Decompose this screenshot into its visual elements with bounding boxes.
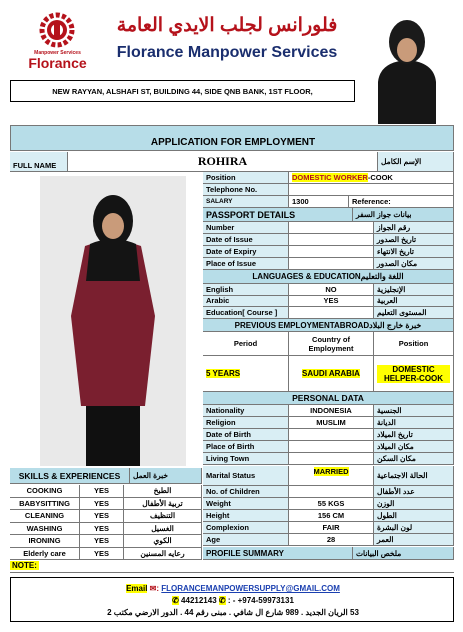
skill-name: WASHING (10, 523, 80, 536)
skills-section-header (10, 468, 202, 484)
personal-field-value: MUSLIM (289, 417, 374, 429)
skills-title-ar: خبرة العمل (130, 468, 202, 484)
marital-label: Marital Status (203, 466, 289, 486)
personal-field-label: Height (203, 510, 289, 522)
col-header-position: Position (374, 332, 454, 356)
previous-employment-title-ar: خبرة خارج البلاد (369, 320, 422, 330)
previous-country: SAUDI ARABIA (302, 369, 360, 378)
personal-row (203, 441, 454, 453)
salary-row (203, 196, 454, 208)
col-header-period: Period (203, 332, 289, 356)
language-label-ar: العربية (374, 296, 454, 308)
personal-field-value (289, 453, 374, 465)
email-label: Email (126, 584, 148, 593)
language-label-ar: المستوى التعليم (374, 307, 454, 319)
phone-1: 44212143 (181, 596, 217, 605)
previous-employment-title (203, 319, 454, 332)
skill-row (10, 485, 202, 498)
footer-address-ar: 53 الريان الجديد . 989 شارع ال شافي . مبنى رقم 44 . الدور الارضي مكتب 2 (107, 608, 359, 617)
salary-label: SALARY (203, 196, 289, 208)
passport-field-label: Place of Issue (203, 258, 289, 270)
email-icon: ✉: (149, 584, 160, 593)
logo-small-text: Manpower Services (34, 50, 81, 56)
personal-data-header (203, 392, 454, 405)
passport-field-label: Date of Issue (203, 234, 289, 246)
position-value-rest: -COOK (367, 173, 393, 182)
footer-email-line (11, 584, 455, 593)
passport-field-label-ar: تاريخ الصدور (374, 234, 454, 246)
personal-row (203, 522, 454, 534)
personal-field-label: No. of Children (203, 486, 289, 498)
skill-value: YES (80, 485, 124, 498)
passport-field-value (289, 234, 374, 246)
skill-value: YES (80, 498, 124, 511)
telephone-row (203, 184, 454, 196)
company-name: Florance Manpower Services (116, 44, 338, 61)
position-label: Position (203, 172, 289, 184)
address-bar: NEW RAYYAN, ALSHAFI ST, BUILDING 44, SIDE QNB BANK, 1ST FLOOR, (10, 80, 355, 102)
skill-row (10, 523, 202, 536)
header (6, 8, 359, 75)
skill-row (10, 548, 202, 561)
personal-field-value: 28 (289, 534, 374, 546)
passport-field-label-ar: مكان الصدور (374, 258, 454, 270)
personal-field-label-ar: لون البشرة (374, 522, 454, 534)
logo-word: Florance (28, 55, 87, 71)
skill-value: YES (80, 510, 124, 523)
skill-name: IRONING (10, 535, 80, 548)
skill-value: YES (80, 548, 124, 561)
logo-gear-icon (36, 11, 78, 49)
personal-field-label-ar: الجنسية (374, 405, 454, 417)
skill-name-ar: الكوي (124, 535, 202, 548)
portrait-photo (360, 12, 454, 124)
full-name-label: FULL NAME (10, 152, 68, 172)
skill-row (10, 498, 202, 511)
skill-name-ar: تربية الأطفال (124, 498, 202, 511)
personal-row (203, 405, 454, 417)
previous-employment-header (203, 319, 454, 332)
profile-summary-row (203, 547, 454, 560)
language-label: Education[ Course ] (203, 307, 289, 319)
footer-phone-line (11, 596, 455, 605)
personal-field-label: Living Town (203, 453, 289, 465)
marital-label-ar: الحالة الاجتماعية (374, 466, 454, 486)
language-row (203, 307, 454, 319)
previous-period: 5 YEARS (206, 369, 241, 378)
profile-summary-label: PROFILE SUMMARY (203, 547, 353, 560)
personal-row (203, 534, 454, 546)
personal-field-label-ar: مكان السكن (374, 453, 454, 465)
passport-field-label-ar: تاريخ الانتهاء (374, 246, 454, 258)
skill-name-ar: التنظيف (124, 510, 202, 523)
email-address: FLORANCEMANPOWERSUPPLY@GMAIL.COM (161, 584, 340, 593)
skill-name-ar: الغسيل (124, 523, 202, 536)
language-label: Arabic (203, 296, 289, 308)
languages-title (203, 270, 454, 284)
personal-field-value: 156 CM (289, 510, 374, 522)
previous-position-cell (374, 356, 454, 392)
passport-section-header (203, 208, 454, 222)
full-name-row (10, 152, 454, 172)
personal-field-label: Date of Birth (203, 429, 289, 441)
passport-field-label: Number (203, 222, 289, 234)
skill-row (10, 535, 202, 548)
language-value (289, 307, 374, 319)
profile-summary-label-ar: ملخص البيانات (353, 547, 454, 560)
skill-name: Elderly care (10, 548, 80, 561)
note-row (10, 561, 454, 573)
skill-value: YES (80, 535, 124, 548)
full-name-value: ROHIRA (68, 152, 378, 172)
phone-2: +974-59973131 (237, 596, 294, 605)
personal-row (203, 429, 454, 441)
passport-row (203, 222, 454, 234)
language-row (203, 284, 454, 296)
personal-data-title: PERSONAL DATA (203, 392, 454, 405)
personal-field-label: Weight (203, 498, 289, 510)
passport-row (203, 258, 454, 270)
personal-field-value (289, 441, 374, 453)
mobile-icon: ✆ (218, 596, 226, 605)
personal-row (203, 453, 454, 465)
position-row (203, 172, 454, 184)
personal-row (203, 498, 454, 510)
personal-field-value (289, 429, 374, 441)
col-header-country: Country of Employment (289, 332, 374, 356)
marital-value-cell (289, 466, 374, 486)
personal-field-value: FAIR (289, 522, 374, 534)
company-name-arabic: فلورانس لجلب الايدي العامة (116, 15, 338, 36)
full-body-photo (40, 176, 186, 466)
passport-field-label: Date of Expiry (203, 246, 289, 258)
language-label-ar: الإنجليزية (374, 284, 454, 296)
reference-label: Reference: (349, 196, 454, 208)
personal-row (203, 417, 454, 429)
passport-title-ar: بيانات جواز السفر (353, 208, 454, 222)
passport-field-value (289, 222, 374, 234)
personal-field-label-ar: العمر (374, 534, 454, 546)
skill-name: COOKING (10, 485, 80, 498)
passport-row (203, 234, 454, 246)
previous-period-cell (203, 356, 289, 392)
form-title: APPLICATION FOR EMPLOYMENT (150, 137, 316, 148)
passport-row (203, 246, 454, 258)
personal-row (203, 510, 454, 522)
phone-icon: ✆ (172, 596, 179, 605)
position-value-highlight: DOMESTIC WORKER (292, 173, 368, 182)
skill-name-ar: الطبخ (124, 485, 202, 498)
personal-field-value: INDONESIA (289, 405, 374, 417)
personal-field-value: 55 KGS (289, 498, 374, 510)
personal-row (203, 486, 454, 498)
language-label: English (203, 284, 289, 296)
personal-field-label-ar: الطول (374, 510, 454, 522)
marital-value: MARRIED (313, 467, 349, 476)
position-value (289, 172, 454, 184)
languages-title-en: LANGUAGES & EDUCATION (252, 272, 361, 281)
previous-employment-col-headers (203, 332, 454, 356)
phone-separator: : - (227, 596, 236, 605)
passport-title: PASSPORT DETAILS (203, 208, 353, 222)
skill-value: YES (80, 523, 124, 536)
passport-field-label-ar: رقم الجواز (374, 222, 454, 234)
skill-row (10, 510, 202, 523)
marital-row (203, 466, 454, 486)
skills-title: SKILLS & EXPERIENCES (10, 468, 130, 484)
salary-value: 1300 (289, 196, 349, 208)
previous-employment-title-en: PREVIOUS EMPLOYMENTABROAD (234, 320, 370, 330)
previous-position: DOMESTIC HELPER-COOK (377, 365, 450, 383)
personal-field-label: Nationality (203, 405, 289, 417)
personal-field-value (289, 486, 374, 498)
passport-field-value (289, 246, 374, 258)
personal-field-label: Religion (203, 417, 289, 429)
skill-name: CLEANING (10, 510, 80, 523)
full-name-label-ar: الإسم الكامل (378, 152, 454, 172)
telephone-label: Telephone No. (203, 184, 289, 196)
form-title-bar (10, 125, 454, 151)
languages-section-header (203, 270, 454, 284)
language-value: NO (289, 284, 374, 296)
personal-field-label: Age (203, 534, 289, 546)
note-label: NOTE: (12, 561, 37, 570)
personal-field-label-ar: الوزن (374, 498, 454, 510)
personal-field-label-ar: مكان الميلاد (374, 441, 454, 453)
telephone-value (289, 184, 454, 196)
skill-name: BABYSITTING (10, 498, 80, 511)
personal-field-label-ar: تاريخ الميلاد (374, 429, 454, 441)
personal-field-label-ar: الديانة (374, 417, 454, 429)
personal-field-label: Complexion (203, 522, 289, 534)
languages-title-ar: اللغة والتعليم (360, 272, 404, 281)
previous-country-cell (289, 356, 374, 392)
personal-field-label-ar: عدد الأطفال (374, 486, 454, 498)
language-row (203, 296, 454, 308)
language-value: YES (289, 296, 374, 308)
footer (10, 577, 454, 622)
passport-field-value (289, 258, 374, 270)
previous-employment-values (203, 356, 454, 392)
personal-field-label: Place of Birth (203, 441, 289, 453)
skill-name-ar: رعايه المسنين (124, 548, 202, 561)
